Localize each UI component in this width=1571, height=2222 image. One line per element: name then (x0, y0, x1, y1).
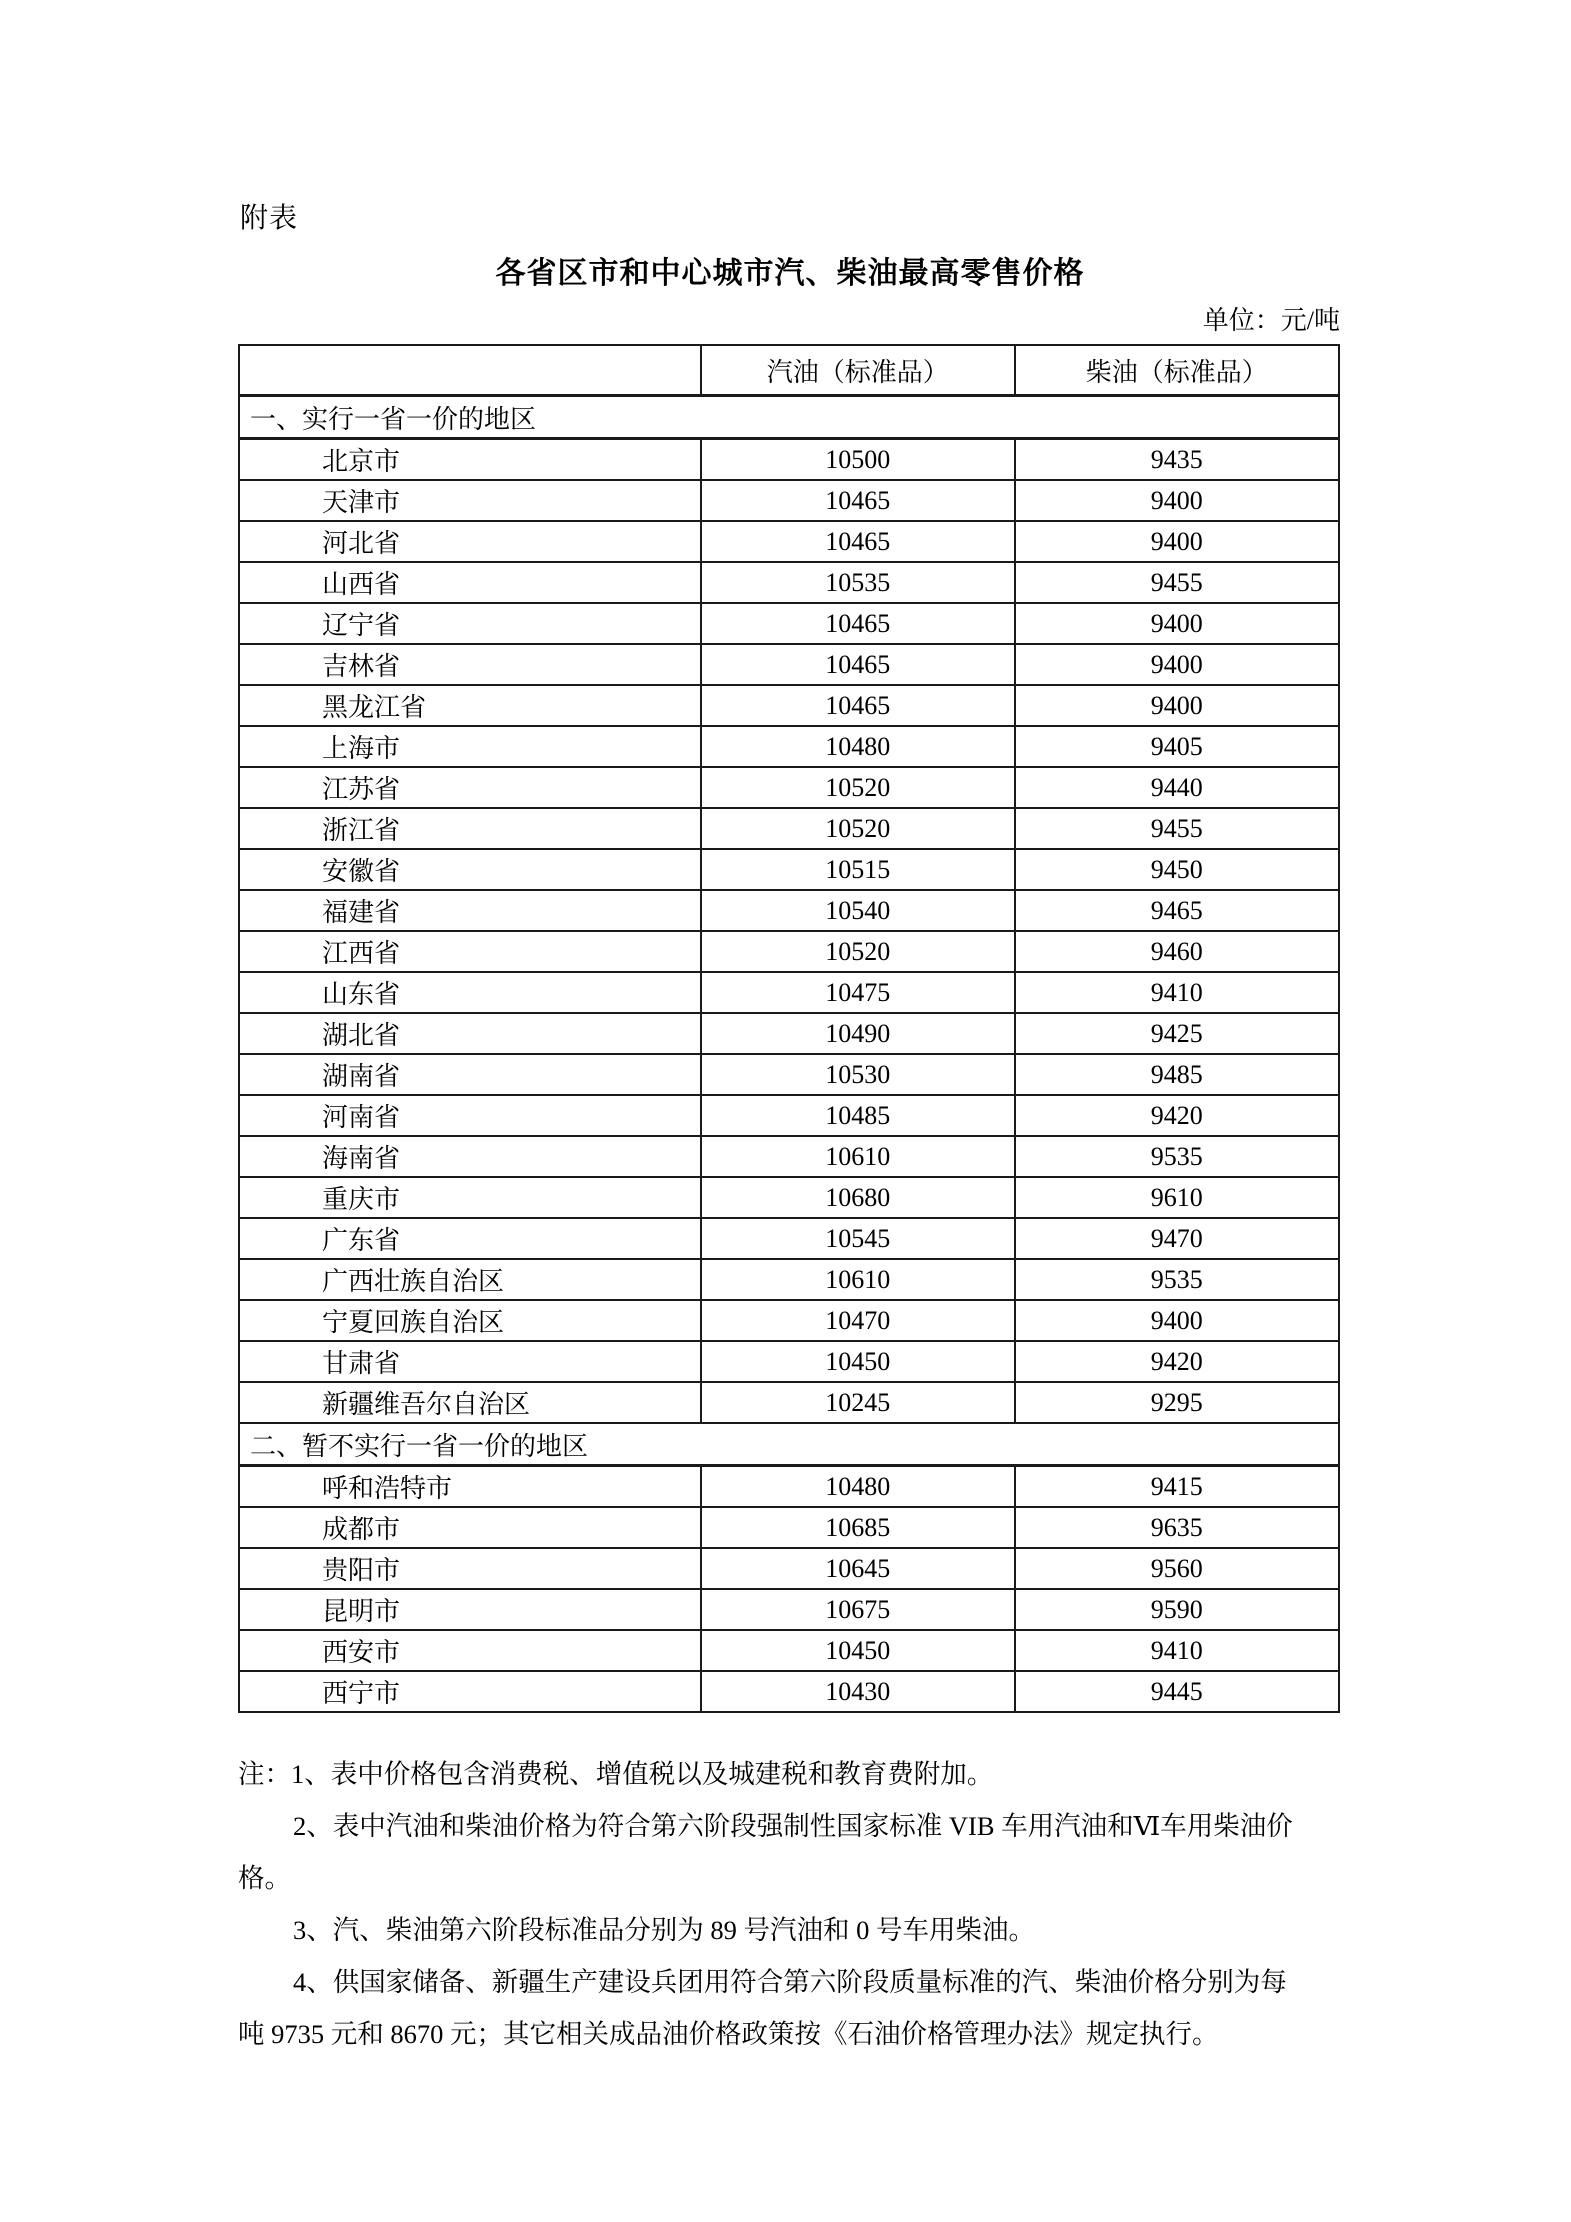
region-cell: 江苏省 (239, 767, 701, 808)
gasoline-cell: 10480 (701, 1466, 1015, 1508)
region-cell: 重庆市 (239, 1177, 701, 1218)
region-cell: 广西壮族自治区 (239, 1259, 701, 1300)
region-cell: 呼和浩特市 (239, 1466, 701, 1508)
gasoline-cell: 10450 (701, 1630, 1015, 1671)
table-row (239, 439, 1339, 481)
region-cell: 西安市 (239, 1630, 701, 1671)
table-row (239, 931, 1339, 972)
gasoline-cell: 10675 (701, 1589, 1015, 1630)
note-line: 2、表中汽油和柴油价格为符合第六阶段强制性国家标准 VIB 车用汽油和Ⅵ车用柴油价 (293, 1811, 1293, 1841)
unit-label: 单位：元/吨 (1202, 306, 1340, 335)
table-row (239, 644, 1339, 685)
gasoline-cell: 10540 (701, 890, 1015, 931)
diesel-cell: 9405 (1015, 726, 1340, 767)
diesel-cell: 9420 (1015, 1095, 1340, 1136)
table-row (239, 521, 1339, 562)
diesel-cell: 9400 (1015, 1300, 1340, 1341)
diesel-cell: 9295 (1015, 1382, 1340, 1423)
diesel-cell: 9610 (1015, 1177, 1340, 1218)
gasoline-cell: 10475 (701, 972, 1015, 1013)
diesel-cell: 9535 (1015, 1136, 1340, 1177)
diesel-cell: 9400 (1015, 644, 1340, 685)
table-header-row (239, 345, 1339, 396)
region-cell: 河北省 (239, 521, 701, 562)
table-row (239, 1630, 1339, 1671)
region-header-cell (239, 345, 701, 396)
gasoline-cell: 10610 (701, 1259, 1015, 1300)
annex-label: 附表 (240, 203, 299, 234)
diesel-cell: 9590 (1015, 1589, 1340, 1630)
table-row (239, 603, 1339, 644)
gasoline-cell: 10610 (701, 1136, 1015, 1177)
region-cell: 湖北省 (239, 1013, 701, 1054)
diesel-cell: 9410 (1015, 972, 1340, 1013)
diesel-cell: 9455 (1015, 562, 1340, 603)
region-cell: 江西省 (239, 931, 701, 972)
diesel-cell: 9440 (1015, 767, 1340, 808)
region-cell: 昆明市 (239, 1589, 701, 1630)
region-cell: 新疆维吾尔自治区 (239, 1382, 701, 1423)
gasoline-cell: 10465 (701, 603, 1015, 644)
diesel-cell: 9400 (1015, 603, 1340, 644)
gasoline-cell: 10545 (701, 1218, 1015, 1259)
gasoline-cell: 10680 (701, 1177, 1015, 1218)
gasoline-cell: 10465 (701, 521, 1015, 562)
region-cell: 贵阳市 (239, 1548, 701, 1589)
gasoline-cell: 10485 (701, 1095, 1015, 1136)
note-line: 注：1、表中价格包含消费税、增值税以及城建税和教育费附加。 (238, 1759, 994, 1789)
region-cell: 天津市 (239, 480, 701, 521)
table-row (239, 1548, 1339, 1589)
table-row (239, 1218, 1339, 1259)
region-cell: 吉林省 (239, 644, 701, 685)
table-row (239, 808, 1339, 849)
region-cell: 辽宁省 (239, 603, 701, 644)
diesel-header-cell: 柴油（标准品） (1015, 345, 1340, 396)
table-row (239, 1671, 1339, 1712)
table-row (239, 1259, 1339, 1300)
gasoline-cell: 10465 (701, 685, 1015, 726)
note-line: 4、供国家储备、新疆生产建设兵团用符合第六阶段质量标准的汽、柴油价格分别为每 (293, 1967, 1287, 1997)
diesel-cell: 9400 (1015, 685, 1340, 726)
diesel-cell: 9435 (1015, 439, 1340, 481)
gasoline-cell: 10535 (701, 562, 1015, 603)
diesel-cell: 9425 (1015, 1013, 1340, 1054)
region-cell: 山东省 (239, 972, 701, 1013)
table-row (239, 726, 1339, 767)
gasoline-cell: 10465 (701, 644, 1015, 685)
table-row (239, 1177, 1339, 1218)
region-cell: 甘肃省 (239, 1341, 701, 1382)
region-cell: 北京市 (239, 439, 701, 481)
gasoline-cell: 10465 (701, 480, 1015, 521)
region-cell: 宁夏回族自治区 (239, 1300, 701, 1341)
table-row (239, 1054, 1339, 1095)
table-row (239, 562, 1339, 603)
diesel-cell: 9465 (1015, 890, 1340, 931)
notes-block (238, 1748, 1388, 2060)
table-row (239, 767, 1339, 808)
table-row (239, 480, 1339, 521)
gasoline-cell: 10500 (701, 439, 1015, 481)
region-cell: 福建省 (239, 890, 701, 931)
table-row (239, 890, 1339, 931)
table-row (239, 1013, 1339, 1054)
gasoline-header-cell: 汽油（标准品） (701, 345, 1015, 396)
region-cell: 西宁市 (239, 1671, 701, 1712)
gasoline-cell: 10685 (701, 1507, 1015, 1548)
diesel-cell: 9460 (1015, 931, 1340, 972)
gasoline-cell: 10645 (701, 1548, 1015, 1589)
gasoline-cell: 10430 (701, 1671, 1015, 1712)
region-cell: 成都市 (239, 1507, 701, 1548)
region-cell: 浙江省 (239, 808, 701, 849)
gasoline-cell: 10245 (701, 1382, 1015, 1423)
region-cell: 安徽省 (239, 849, 701, 890)
diesel-cell: 9455 (1015, 808, 1340, 849)
note-line: 格。 (238, 1863, 291, 1893)
diesel-cell: 9560 (1015, 1548, 1340, 1589)
region-cell: 黑龙江省 (239, 685, 701, 726)
price-table (238, 344, 1340, 1713)
diesel-cell: 9445 (1015, 1671, 1340, 1712)
note-line: 3、汽、柴油第六阶段标准品分别为 89 号汽油和 0 号车用柴油。 (293, 1915, 1035, 1945)
page-title: 各省区市和中心城市汽、柴油最高零售价格 (495, 257, 1085, 290)
gasoline-cell: 10530 (701, 1054, 1015, 1095)
note-line: 吨 9735 元和 8670 元；其它相关成品油价格政策按《石油价格管理办法》规定执行。 (238, 2019, 1219, 2049)
table-row (239, 1382, 1339, 1423)
table-row (239, 1589, 1339, 1630)
region-cell: 山西省 (239, 562, 701, 603)
gasoline-cell: 10490 (701, 1013, 1015, 1054)
section-title: 二、暂不实行一省一价的地区 (239, 1423, 1339, 1466)
diesel-cell: 9485 (1015, 1054, 1340, 1095)
table-row (239, 972, 1339, 1013)
diesel-cell: 9400 (1015, 480, 1340, 521)
region-cell: 湖南省 (239, 1054, 701, 1095)
diesel-cell: 9470 (1015, 1218, 1340, 1259)
region-cell: 广东省 (239, 1218, 701, 1259)
table-row (239, 1466, 1339, 1508)
gasoline-cell: 10520 (701, 808, 1015, 849)
region-cell: 海南省 (239, 1136, 701, 1177)
gasoline-cell: 10470 (701, 1300, 1015, 1341)
table-row (239, 685, 1339, 726)
diesel-cell: 9400 (1015, 521, 1340, 562)
table-row (239, 1507, 1339, 1548)
gasoline-cell: 10515 (701, 849, 1015, 890)
region-cell: 上海市 (239, 726, 701, 767)
diesel-cell: 9450 (1015, 849, 1340, 890)
gasoline-cell: 10480 (701, 726, 1015, 767)
gasoline-cell: 10520 (701, 931, 1015, 972)
table-row (239, 1300, 1339, 1341)
table-row (239, 1136, 1339, 1177)
gasoline-cell: 10520 (701, 767, 1015, 808)
diesel-cell: 9420 (1015, 1341, 1340, 1382)
section-title: 一、实行一省一价的地区 (239, 396, 1339, 439)
diesel-cell: 9415 (1015, 1466, 1340, 1508)
table-row (239, 1341, 1339, 1382)
diesel-cell: 9410 (1015, 1630, 1340, 1671)
table-row (239, 1095, 1339, 1136)
gasoline-cell: 10450 (701, 1341, 1015, 1382)
section-header-row (239, 1423, 1339, 1466)
diesel-cell: 9535 (1015, 1259, 1340, 1300)
region-cell: 河南省 (239, 1095, 701, 1136)
section-header-row (239, 396, 1339, 439)
table-row (239, 849, 1339, 890)
diesel-cell: 9635 (1015, 1507, 1340, 1548)
